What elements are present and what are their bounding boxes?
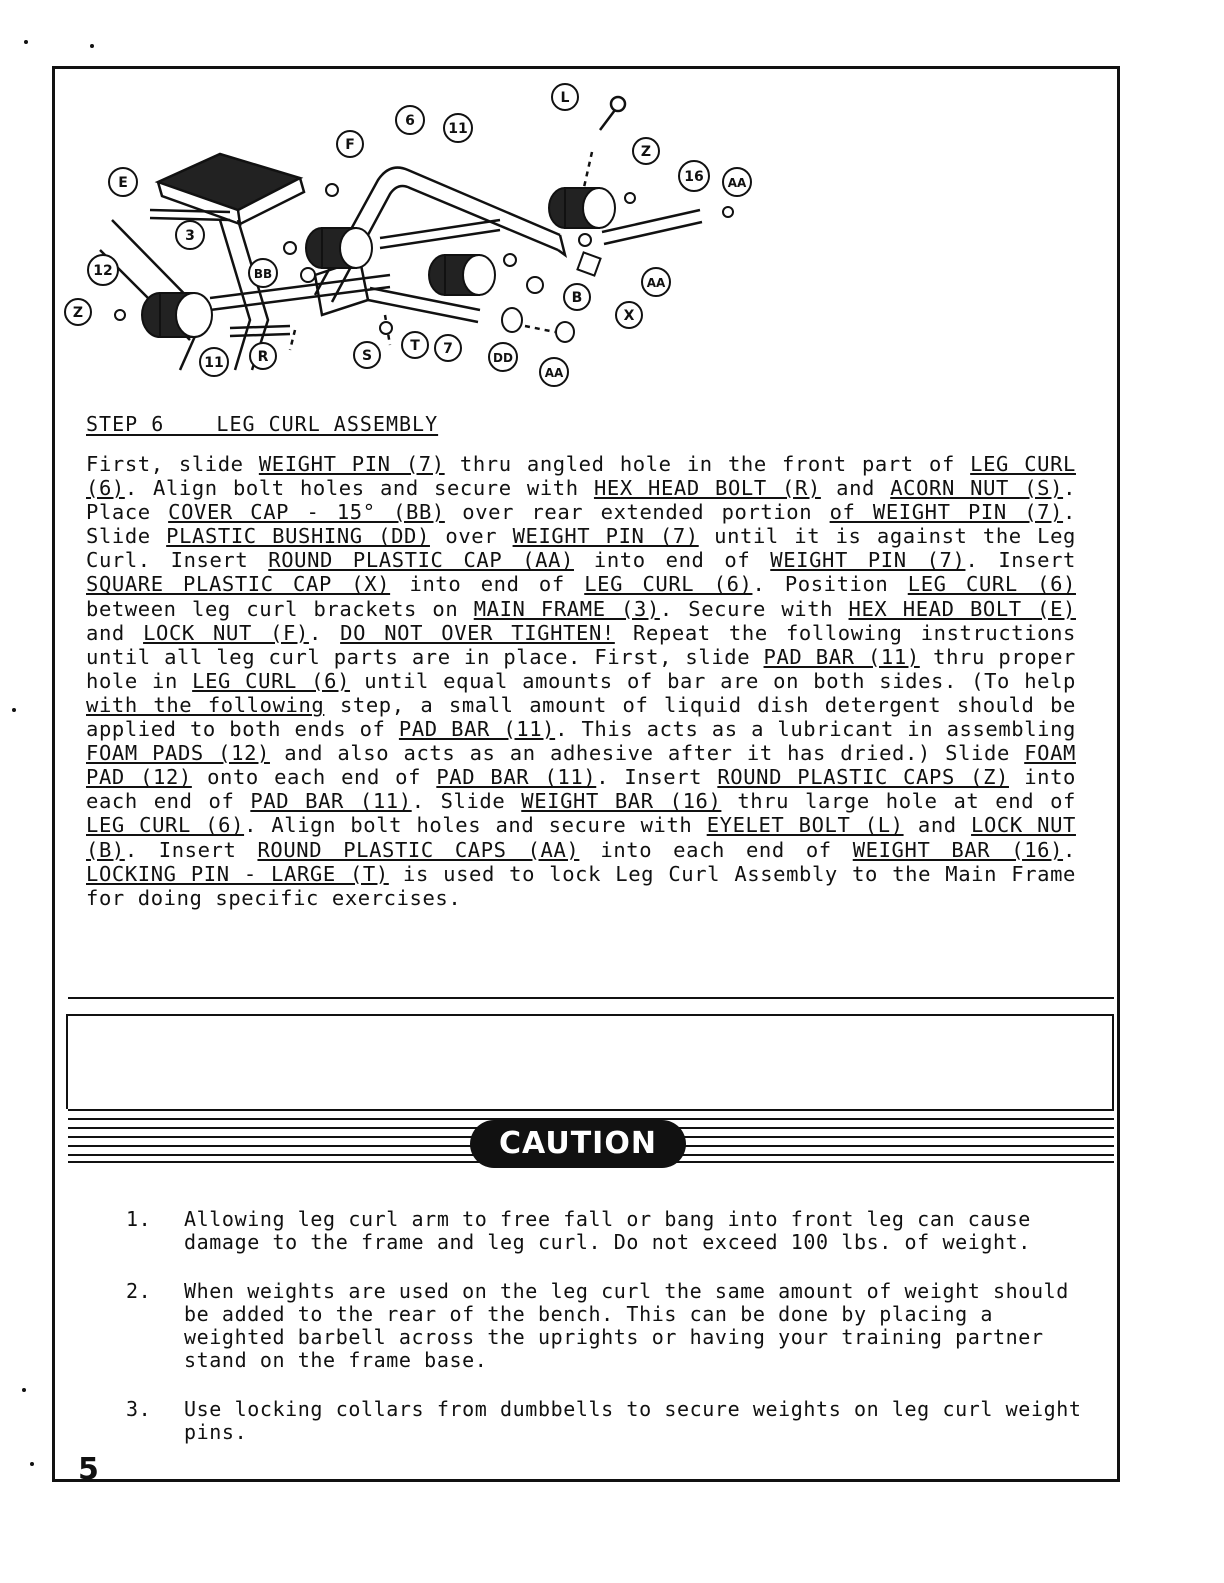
section-divider <box>68 1014 1114 1016</box>
callout-s-icon <box>354 342 380 368</box>
part-reference: MAIN FRAME (3) <box>473 596 660 621</box>
part-reference: ACORN NUT (S) <box>890 476 1064 501</box>
svg-text:3: 3 <box>185 228 195 244</box>
callout-6-icon <box>396 106 424 134</box>
callout-t-icon <box>402 332 428 358</box>
instruction-text: . Align bolt holes and secure with <box>124 476 594 501</box>
list-item <box>126 1398 1086 1444</box>
svg-text:12: 12 <box>93 263 113 279</box>
scan-speck <box>90 44 94 48</box>
instruction-text: until it is against the Leg Curl. Insert <box>86 524 1076 573</box>
part-reference: LEG CURL (6) <box>86 813 245 838</box>
instruction-text: . Align bolt holes and secure with <box>244 813 707 838</box>
list-item <box>126 1208 1086 1254</box>
part-reference: SQUARE PLASTIC CAP (X) <box>86 572 391 597</box>
part-reference: ROUND PLASTIC CAPS (Z) <box>717 765 1009 790</box>
svg-text:7: 7 <box>443 341 453 357</box>
callout-aa2-icon <box>642 268 670 296</box>
list-item-text: Use locking collars from dumbbells to secure weights on leg curl weight pins. <box>184 1397 1082 1444</box>
part-reference: WEIGHT BAR (16) <box>521 789 722 814</box>
part-reference: WEIGHT PIN (7) <box>512 524 699 549</box>
instruction-text: thru large hole at end of <box>721 789 1076 814</box>
instruction-text: First, slide <box>86 452 259 476</box>
part-reference: ROUND PLASTIC CAP (AA) <box>268 548 574 573</box>
part-reference: with the following <box>86 692 325 717</box>
svg-text:R: R <box>257 349 269 365</box>
callout-r-icon <box>250 343 276 369</box>
svg-text:DD: DD <box>493 351 513 365</box>
scan-speck <box>24 40 28 44</box>
callout-e-icon <box>109 168 137 196</box>
instruction-text: between leg curl brackets on <box>86 596 474 621</box>
instruction-text: over rear extended portion <box>444 500 830 525</box>
part-reference: FOAM PAD (12) <box>86 741 1076 790</box>
list-item-text: Allowing leg curl arm to free fall or bang into front leg can cause damage to the frame and leg curl. Do not exceed 100 lbs. of weight. <box>184 1207 1031 1254</box>
svg-text:AA: AA <box>646 276 666 290</box>
scan-speck <box>22 1388 26 1392</box>
svg-text:F: F <box>345 137 355 153</box>
page-number: 5 <box>78 1452 99 1487</box>
instruction-text: and also acts as an adhesive after it has dried.) Slide <box>269 741 1025 766</box>
blank-box-left-edge <box>66 1014 68 1109</box>
callout-aa3-icon <box>540 358 568 386</box>
list-item-number: 2. <box>126 1279 152 1303</box>
instruction-text: onto each end of <box>191 765 437 790</box>
part-reference: FOAM PADS (12) <box>86 741 270 766</box>
instruction-text: over <box>429 524 513 549</box>
instruction-text: Repeat the following instructions until all leg curl parts are in place. First, slide <box>86 620 1076 669</box>
list-item-number: 3. <box>126 1397 152 1421</box>
svg-text:L: L <box>560 90 570 106</box>
instruction-text: . Insert <box>965 548 1076 573</box>
caution-list <box>126 1208 1086 1470</box>
part-reference: LEG CURL (6) <box>192 668 351 693</box>
svg-text:11: 11 <box>204 355 224 371</box>
part-reference: HEX HEAD BOLT (E) <box>848 596 1076 621</box>
scan-speck <box>30 1462 34 1466</box>
instruction-text: is used to lock Leg Curl Assembly to the Main Frame for doing specific exercises. <box>86 861 1076 910</box>
instruction-text: . Insert <box>596 765 718 790</box>
svg-text:16: 16 <box>684 169 704 185</box>
instruction-text: into end of <box>390 572 585 597</box>
svg-text:E: E <box>118 175 128 191</box>
callout-z-icon <box>633 138 659 164</box>
svg-text:X: X <box>623 308 635 324</box>
part-reference: WEIGHT BAR (16) <box>852 837 1064 862</box>
instruction-text: . Place <box>86 476 1077 525</box>
part-reference: PAD BAR (11) <box>250 789 412 814</box>
callout-dd-icon <box>489 343 517 371</box>
callout-11b-icon <box>200 348 228 376</box>
instruction-text: step, a small amount of liquid dish detergent should be applied to both ends of <box>86 692 1076 742</box>
list-item-text: When weights are used on the leg curl the same amount of weight should be added to the rear of the bench. This can be done by placing a weighted barbell across the uprights or having your training partner stand on the frame base. <box>184 1279 1069 1372</box>
blank-box-right-edge <box>1112 1014 1114 1109</box>
instruction-text: . This acts as a lubricant in assembling <box>555 717 1077 742</box>
instruction-text: . <box>1063 837 1076 862</box>
part-reference: of WEIGHT PIN (7) <box>829 500 1064 525</box>
part-reference: HEX HEAD BOLT (R) <box>593 476 821 501</box>
instruction-text: and <box>86 620 144 645</box>
instruction-text: into end of <box>573 548 771 573</box>
instruction-text: thru proper hole in <box>86 644 1076 693</box>
callout-12-icon <box>88 255 118 285</box>
part-reference: DO NOT OVER TIGHTEN! <box>340 620 615 645</box>
svg-text:AA: AA <box>544 366 564 380</box>
svg-text:BB: BB <box>253 267 273 281</box>
part-reference: ROUND PLASTIC CAPS (AA) <box>257 837 580 862</box>
callout-3-icon <box>176 221 204 249</box>
instruction-text: . Secure with <box>659 596 849 621</box>
instruction-text: . Insert <box>124 837 258 862</box>
instruction-text: . Slide <box>86 500 1076 549</box>
callout-7-icon <box>435 335 461 361</box>
list-item <box>126 1280 1086 1372</box>
list-item-number: 1. <box>126 1207 152 1231</box>
section-divider <box>68 997 1114 999</box>
callout-z2-icon <box>65 299 91 325</box>
part-reference: LOCK NUT (F) <box>143 620 309 645</box>
callout-11-icon <box>444 114 472 142</box>
part-reference: LEG CURL (6) <box>86 452 1076 501</box>
svg-text:B: B <box>571 290 583 306</box>
part-reference: PAD BAR (11) <box>763 644 920 669</box>
svg-text:T: T <box>410 338 420 354</box>
callout-f-icon <box>337 131 363 157</box>
svg-text:Z: Z <box>640 144 652 160</box>
callout-aa-icon <box>723 168 751 196</box>
svg-text:AA: AA <box>727 176 747 190</box>
part-reference: WEIGHT PIN (7) <box>770 548 966 573</box>
callout-b-icon <box>564 284 590 310</box>
part-reference: PAD BAR (11) <box>398 717 556 742</box>
instruction-text: . Slide <box>411 789 522 814</box>
step-title: STEP 6 LEG CURL ASSEMBLY <box>86 412 439 436</box>
callout-bb-icon <box>249 259 277 287</box>
part-reference: WEIGHT PIN (7) <box>258 452 445 476</box>
step-instructions <box>86 452 1076 910</box>
part-reference: PAD BAR (11) <box>436 765 597 790</box>
instruction-text: into each end of <box>579 837 853 862</box>
svg-text:11: 11 <box>448 121 468 137</box>
instruction-text: until equal amounts of bar are on both sides. (To help <box>350 668 1077 693</box>
svg-text:6: 6 <box>405 113 415 129</box>
instruction-text: into each end of <box>86 765 1076 814</box>
instruction-text: thru angled hole in the front part of <box>444 452 971 476</box>
instruction-text: . <box>308 620 341 645</box>
svg-text:S: S <box>361 348 373 364</box>
part-reference: LEG CURL (6) <box>584 572 753 597</box>
callout-16-icon <box>679 161 709 191</box>
callout-x-icon <box>616 302 642 328</box>
part-reference: LEG CURL (6) <box>907 572 1076 597</box>
instruction-text: . Position <box>752 572 908 597</box>
instruction-text: and <box>903 813 972 838</box>
scan-speck <box>12 708 16 712</box>
leg-curl-exploded-diagram <box>60 70 780 400</box>
part-reference: COVER CAP - 15° (BB) <box>168 500 445 525</box>
part-reference: LOCKING PIN - LARGE (T) <box>86 861 389 886</box>
callout-l-icon <box>552 84 578 110</box>
part-reference: LOCK NUT (B) <box>86 813 1076 862</box>
caution-label: CAUTION <box>470 1120 686 1168</box>
instruction-text: and <box>820 476 891 501</box>
part-reference: EYELET BOLT (L) <box>706 813 904 838</box>
svg-text:Z: Z <box>72 305 84 321</box>
part-reference: PLASTIC BUSHING (DD) <box>166 524 430 549</box>
